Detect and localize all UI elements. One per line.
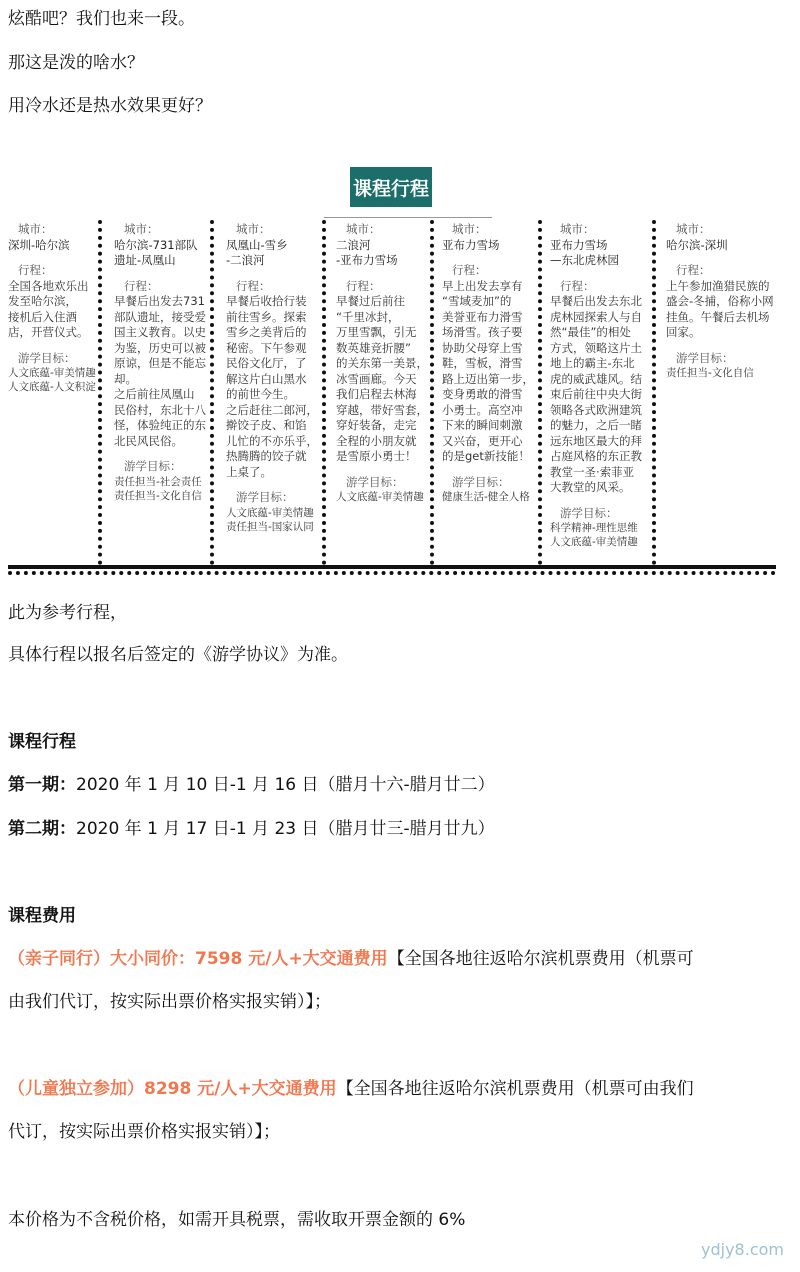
- dotted-divider: [652, 220, 656, 565]
- trip-line: 下来的瞬间刺激: [442, 418, 523, 432]
- city-name: 遗址-凤凰山: [114, 253, 176, 267]
- note-line-1: 此为参考行程，: [8, 603, 127, 623]
- trip-line: 数英雄竞折腰”: [336, 340, 411, 355]
- trip-line: 的前世今生。: [226, 387, 295, 401]
- spacer: [442, 465, 538, 475]
- trip-label: 行程：: [676, 263, 711, 277]
- goal-label: 游学目标：: [346, 474, 404, 489]
- dotted-divider: [98, 220, 102, 565]
- goal-line: 人文底蕴-人文积淀: [8, 381, 96, 393]
- trip-line: 却。: [114, 371, 137, 386]
- trip-line: 接机后入住酒: [8, 309, 77, 324]
- dotted-divider: [210, 220, 214, 565]
- trip-line: 美誉亚布力滑雪: [442, 309, 523, 324]
- trip-line: 秘密。下午参观: [226, 340, 307, 355]
- schedule-heading: 课程行程: [8, 732, 76, 752]
- city-label: 城市：: [124, 222, 159, 236]
- city-label: 城市：: [676, 222, 711, 236]
- period-label: 第一期：: [8, 775, 76, 795]
- trip-line: 北民风民俗。: [114, 433, 183, 448]
- trip-line: 盛会-冬捕，俗称小网: [666, 294, 774, 308]
- city-name: 哈尔滨-深圳: [666, 237, 728, 252]
- trip-line: 穿越，带好雪套，: [336, 402, 428, 417]
- trip-line: “雪域麦加”的: [442, 294, 512, 308]
- trip-line: 穿好装备，走完: [336, 418, 417, 432]
- trip-line: 冰雪画廊。今天: [336, 371, 417, 386]
- trip-line: 为鉴，历史可以被: [114, 340, 206, 355]
- watermark: ydjy8.com: [701, 1240, 784, 1259]
- fee-text: 【全国各地往返哈尔滨机票费用（机票可: [387, 949, 694, 969]
- trip-line: 路上迈出第一步，: [442, 371, 534, 386]
- itinerary-day-5: [442, 222, 538, 504]
- spacer: [8, 341, 98, 351]
- goal-line: 科学精神-理性思维: [550, 522, 638, 534]
- itinerary-day-4: [336, 222, 432, 504]
- spacer: [666, 253, 796, 263]
- trip-line: 又兴奋，更开心: [442, 433, 523, 448]
- intro-line-2: 那这是泼的啥水？: [8, 53, 144, 73]
- spacer: [226, 480, 326, 490]
- trip-line: 小勇士。高空冲: [442, 402, 523, 417]
- itinerary-day-6: [550, 222, 652, 549]
- spacer: [114, 449, 210, 459]
- trip-line: 国主义教育。以史: [114, 325, 206, 339]
- trip-line: 店，开营仪式。: [8, 325, 89, 339]
- trip-line: 虎的威武雄风。结: [550, 371, 642, 386]
- trip-line: 是雪原小勇士！: [336, 449, 417, 463]
- trip-line: 的关东第一美景，: [336, 356, 428, 370]
- city-name: 凤凰山-雪乡: [226, 237, 288, 252]
- spacer: [114, 269, 210, 279]
- trip-line: 早餐后出发去731: [114, 294, 205, 308]
- trip-line: 雪乡之美背后的: [226, 325, 307, 339]
- trip-line: 然“最佳”的相处: [550, 325, 631, 339]
- city-label: 城市：: [346, 222, 381, 236]
- trip-line: 领略各式欧洲建筑: [550, 402, 642, 417]
- divider: [8, 571, 776, 575]
- city-name: —东北虎林园: [550, 253, 619, 267]
- city-label: 城市：: [452, 222, 487, 236]
- trip-line: 场滑雪。孩子要: [442, 325, 523, 339]
- goal-label: 游学目标：: [452, 474, 510, 489]
- trip-line: 之后前往凤凰山: [114, 387, 195, 401]
- city-label: 城市：: [236, 222, 271, 236]
- trip-line: 教堂一圣·索菲亚: [550, 464, 635, 479]
- fee-highlight: （亲子同行）大小同价：7598 元/人+大交通费用: [8, 949, 388, 969]
- trip-line: 原谅，但是不能忘: [114, 356, 206, 370]
- trip-label: 行程：: [346, 278, 381, 293]
- trip-line: 变身勇敢的滑雪: [442, 387, 523, 401]
- dotted-divider: [538, 220, 542, 565]
- itinerary-day-2: [114, 222, 210, 503]
- trip-line: 之后赶往二郎河，: [226, 402, 318, 417]
- trip-line: “千里冰封，: [336, 309, 400, 324]
- city-name: 二浪河: [336, 237, 371, 252]
- schedule-period-2: [8, 814, 495, 839]
- spacer: [550, 269, 652, 279]
- trip-line: 虎林园探索人与自: [550, 309, 642, 324]
- fee-item-1-line-2: 由我们代订，按实际出票价格实报实销）】；: [8, 992, 331, 1012]
- trip-line: 鞋，雪板，滑雪: [442, 356, 523, 370]
- trip-line: 的魅力，之后一睹: [550, 418, 642, 432]
- trip-line: 热腾腾的饺子就: [226, 449, 307, 463]
- intro-line-3: 用冷水还是热水效果更好？: [8, 96, 212, 116]
- trip-line: 解这片白山黑水: [226, 371, 307, 386]
- fee-highlight: （儿童独立参加）8298 元/人+大交通费用: [8, 1079, 337, 1099]
- trip-line: 怪，体验纯正的东: [114, 418, 206, 432]
- trip-line: 早上出发去享有: [442, 278, 523, 293]
- goal-line: 人文底蕴-审美情趣: [550, 536, 638, 548]
- fee-text: 【全国各地往返哈尔滨机票费用（机票可由我们: [336, 1079, 694, 1099]
- city-name: 深圳-哈尔滨: [8, 237, 70, 252]
- trip-label: 行程：: [18, 263, 53, 277]
- spacer: [336, 465, 432, 475]
- period-label: 第二期：: [8, 819, 76, 839]
- itinerary-title: 课程行程: [350, 167, 432, 207]
- trip-line: 早餐过后前往: [336, 294, 405, 308]
- goal-line: 责任担当-国家认同: [226, 520, 314, 533]
- divider: [8, 565, 776, 569]
- trip-line: 全程的小朋友就: [336, 433, 417, 448]
- spacer: [8, 253, 98, 263]
- trip-line: 的是get新技能！: [442, 449, 530, 463]
- schedule-period-1: [8, 770, 495, 795]
- trip-line: 发至哈尔滨，: [8, 294, 77, 308]
- trip-line: 挂鱼。午餐后去机场: [666, 309, 770, 324]
- trip-line: 上午参加渔猎民族的: [666, 278, 770, 293]
- goal-line: 责任担当-社会责任: [114, 475, 202, 488]
- goal-line: 人文底蕴-审美情趣: [336, 491, 424, 503]
- fee-item-1-line-1: [8, 944, 694, 969]
- trip-line: 束后前往中央大街: [550, 387, 642, 401]
- goal-label: 游学目标：: [124, 459, 182, 473]
- goal-label: 游学目标：: [18, 350, 76, 365]
- spacer: [442, 253, 538, 263]
- trip-line: 方式，领略这片土: [550, 340, 642, 355]
- trip-line: 前往雪乡。探索: [226, 309, 307, 324]
- note-line-2: 具体行程以报名后签定的《游学协议》为准。: [8, 645, 348, 665]
- trip-line: 协助父母穿上雪: [442, 340, 523, 355]
- trip-label: 行程：: [452, 263, 487, 277]
- city-name: -二浪河: [226, 253, 265, 267]
- trip-label: 行程：: [236, 278, 271, 293]
- fee-item-2-line-1: [8, 1074, 694, 1099]
- divider: [324, 217, 492, 218]
- trip-line: 擀饺子皮、和馅: [226, 418, 307, 432]
- goal-line: 人文底蕴-审美情趣: [226, 506, 314, 519]
- tax-note: 本价格为不含税价格，如需开具税票，需收取开票金额的 6%: [8, 1210, 466, 1230]
- fees-heading: 课程费用: [8, 906, 76, 926]
- trip-line: 早餐后收拾行装: [226, 294, 307, 308]
- itinerary-day-3: [226, 222, 326, 534]
- trip-line: 上桌了。: [226, 464, 272, 479]
- trip-line: 民俗文化厅，了: [226, 356, 307, 370]
- trip-label: 行程：: [560, 278, 595, 293]
- city-label: 城市：: [18, 222, 53, 236]
- trip-line: 远东地区最大的拜: [550, 433, 642, 448]
- trip-line: 儿忙的不亦乐乎，: [226, 433, 318, 448]
- city-name: -亚布力雪场: [336, 253, 398, 267]
- spacer: [226, 269, 326, 279]
- goal-label: 游学目标：: [560, 505, 618, 520]
- goal-label: 游学目标：: [236, 490, 294, 504]
- goal-line: 人文底蕴-审美情趣: [8, 367, 96, 379]
- fee-item-2-line-2: 代订，按实际出票价格实报实销）】；: [8, 1122, 280, 1142]
- trip-line: 大教堂的风采。: [550, 480, 631, 494]
- city-name: 亚布力雪场: [550, 237, 608, 252]
- spacer: [550, 496, 652, 506]
- trip-line: 早餐后出发去东北: [550, 294, 642, 308]
- goal-line: 责任担当-文化自信: [666, 367, 754, 379]
- itinerary-day-7: [666, 222, 796, 380]
- goal-line: 责任担当-文化自信: [114, 489, 202, 502]
- period-text: 2020 年 1 月 10 日-1 月 16 日（腊月十六-腊月廿二）: [76, 775, 495, 795]
- trip-line: 占庭风格的东正教: [550, 449, 642, 463]
- trip-line: 地上的霸主-东北: [550, 356, 635, 370]
- city-label: 城市：: [560, 222, 595, 236]
- goal-label: 游学目标：: [676, 350, 734, 365]
- trip-line: 全国各地欢乐出: [8, 278, 89, 293]
- trip-line: 民俗村，东北十八: [114, 402, 206, 417]
- itinerary-day-1: [8, 222, 98, 394]
- city-name: 哈尔滨-731部队: [114, 237, 198, 252]
- trip-label: 行程：: [124, 278, 159, 293]
- intro-line-1: 炫酷吧？我们也来一段。: [8, 9, 195, 29]
- spacer: [336, 269, 432, 279]
- trip-line: 回家。: [666, 325, 701, 339]
- trip-line: 部队遗址，接受爱: [114, 309, 206, 324]
- period-text: 2020 年 1 月 17 日-1 月 23 日（腊月廿三-腊月廿九）: [76, 819, 495, 839]
- trip-line: 我们启程去林海: [336, 387, 417, 401]
- spacer: [666, 341, 796, 351]
- city-name: 亚布力雪场: [442, 237, 500, 252]
- goal-line: 健康生活-健全人格: [442, 491, 530, 503]
- trip-line: 万里雪飘，引无: [336, 325, 417, 339]
